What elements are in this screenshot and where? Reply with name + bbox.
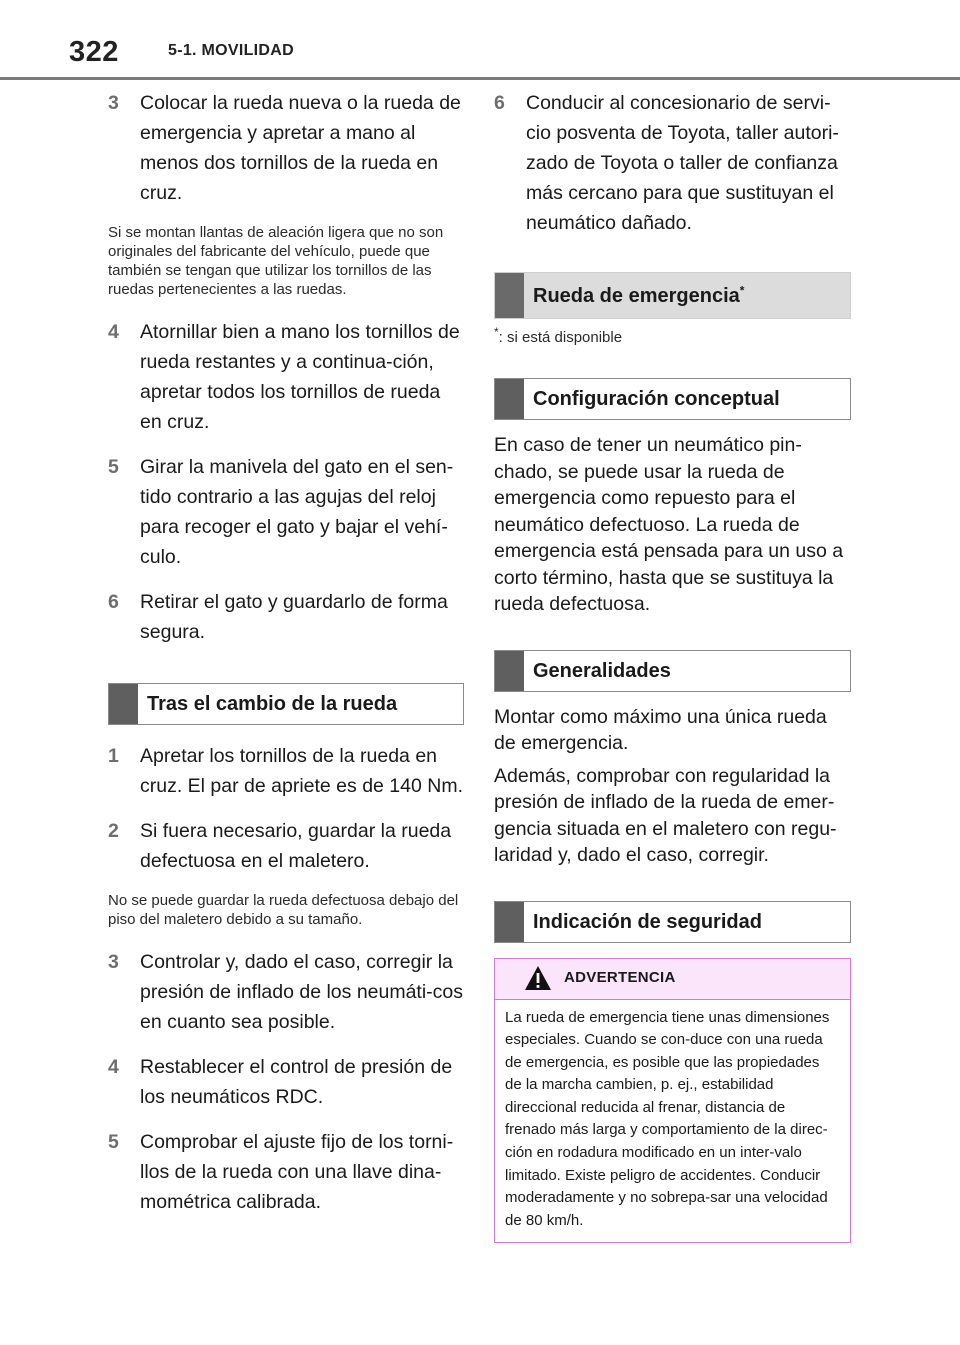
step-number: 4 (108, 1056, 119, 1078)
step-text: Atornillar bien a mano los tornillos de rueda restantes y a continua-ción, apretar todos los tornillos de rueda en cruz. (140, 321, 460, 433)
step-list (108, 317, 464, 647)
section-bar (495, 379, 524, 419)
general-text-1: Montar como máximo una única rueda de emergencia. (494, 705, 827, 754)
step-list (108, 88, 464, 208)
step-number: 4 (108, 321, 119, 343)
concept-text: En caso de tener un neumático pin-chado, se puede usar la rueda de emergencia como repuesto para el neumático defectuoso. La rueda de emergencia está pensada para un uso a corto término, hasta que se sustituya la rueda defectuosa. (494, 434, 844, 615)
step-list (108, 947, 464, 1217)
step-text: Conducir al concesionario de servi-cio posventa de Toyota, taller autori-zado de Toyota o taller de confianza más cercano para que sustituyan el neumático dañado. (526, 92, 839, 234)
section-concept (494, 378, 851, 420)
right-column (494, 88, 851, 1243)
section-bar (495, 273, 524, 318)
section-after-change (108, 683, 464, 725)
page-header (0, 0, 960, 80)
step-list (494, 88, 851, 238)
step-number: 3 (108, 92, 119, 114)
step-text: Restablecer el control de presión de los neumáticos RDC. (140, 1056, 453, 1108)
section-bar (109, 684, 138, 724)
step-number: 5 (108, 456, 119, 478)
step-text: Colocar la rueda nueva o la rueda de emergencia y apretar a mano al menos dos tornillos de la rueda en cruz. (140, 92, 461, 204)
section-title: Indicación de seguridad (533, 910, 762, 933)
section-title: Configuración conceptual (533, 388, 780, 410)
step-text: Controlar y, dado el caso, corregir la presión de inflado de los neumáti-cos en cuanto sea posible. (140, 951, 464, 1033)
step-text: Retirar el gato y guardarlo de forma segura. (140, 591, 448, 643)
step-item (108, 1052, 464, 1112)
step-text: Girar la manivela del gato en el sen-tido contrario a las agujas del reloj para recoger el gato y bajar el vehí-culo. (140, 456, 454, 568)
warning-triangle-icon (524, 965, 552, 996)
step-item (108, 587, 464, 647)
step-text: Comprobar el ajuste fijo de los torni-llos de la rueda con una llave dina-mométrica calibrada. (140, 1131, 454, 1213)
step-item (108, 1127, 464, 1217)
step-number: 3 (108, 951, 119, 973)
availability-footnote: *: si está disponible (494, 325, 623, 346)
general-text-2: Además, comprobar con regularidad la presión de inflado de la rueda de emer-gencia situada en el maletero con regu-laridad y, dado el caso, corregir. (494, 764, 837, 866)
step-item (108, 88, 464, 208)
note-defective-wheel: No se puede guardar la rueda defectuosa debajo del piso del maletero debido a su tamaño. (108, 892, 459, 928)
left-column (108, 88, 464, 1232)
page-number: 322 (69, 36, 119, 68)
section-title: Tras el cambio de la rueda (147, 693, 398, 715)
warning-box (494, 958, 851, 1244)
step-item (108, 317, 464, 437)
warning-text: La rueda de emergencia tiene unas dimensiones especiales. Cuando se con-duce con una rueda de emergencia, es posible que las propiedades de la marcha cambien, p. ej., estabilidad direccional reducida al frenar, distancia de frenado más larga y comportamiento de la direc-ción en rodadura modificado en un inter-valo limitado. Existe peligro de accidentes. Conducir moderadamente y no sobrepa-sar una velocidad de 80 km/h. (505, 1008, 830, 1229)
note-alloy-wheels: Si se montan llantas de aleación ligera que no son originales del fabricante del vehículo, puede que también se tengan que utilizar los tornillos de las ruedas pertenecientes a las ruedas. (108, 224, 444, 298)
step-text: Si fuera necesario, guardar la rueda defectuosa en el maletero. (140, 820, 452, 872)
chapter-label: 5-1. MOVILIDAD (168, 42, 294, 59)
step-item (108, 947, 464, 1037)
warning-label: ADVERTENCIA (564, 968, 676, 986)
step-item (108, 452, 464, 572)
section-safety (494, 901, 851, 943)
section-bar (495, 651, 524, 691)
step-number: 2 (108, 820, 119, 842)
step-number: 5 (108, 1131, 119, 1153)
footnote-marker: * (739, 283, 745, 298)
warning-header (495, 959, 850, 1000)
step-number: 1 (108, 745, 119, 767)
section-title: Generalidades (533, 659, 671, 682)
step-number: 6 (494, 92, 505, 114)
step-item (108, 816, 464, 876)
section-general (494, 650, 851, 692)
step-item (494, 88, 851, 238)
section-bar (495, 902, 524, 942)
step-text: Apretar los tornillos de la rueda en cruz. El par de apriete es de 140 Nm. (140, 745, 463, 797)
step-item (108, 741, 464, 801)
step-list (108, 741, 464, 876)
step-number: 6 (108, 591, 119, 613)
section-title: Rueda de emergencia* (533, 283, 745, 307)
header-rule (0, 77, 960, 80)
section-spare-wheel (494, 272, 851, 319)
